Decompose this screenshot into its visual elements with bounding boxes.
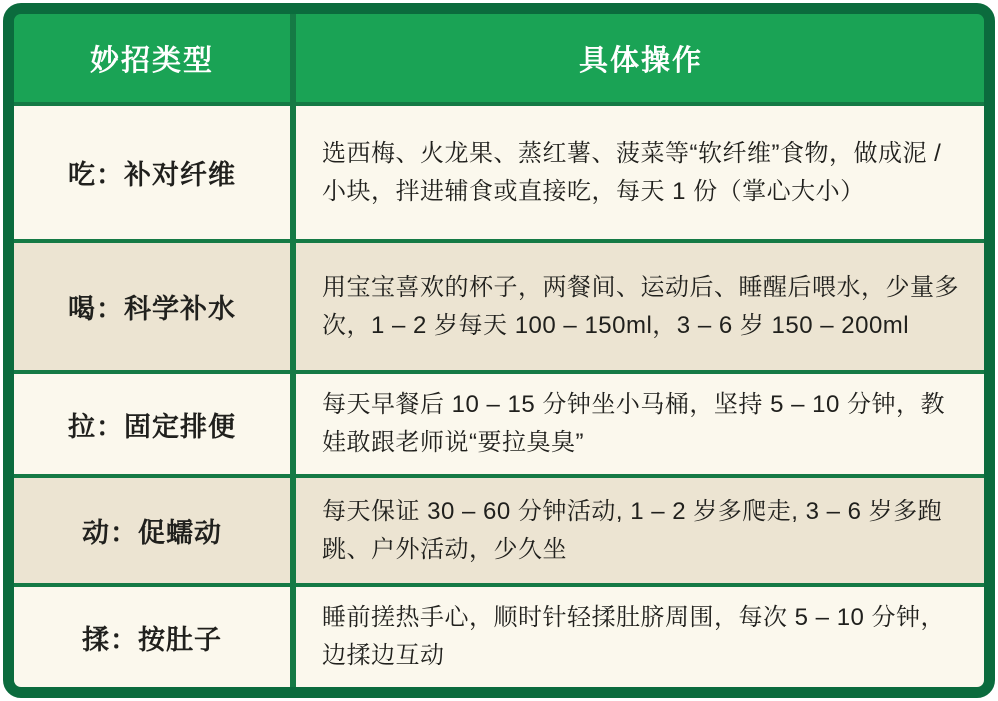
detail-cell-drink [296, 243, 984, 370]
detail-text: 睡前搓热手心，顺时针轻揉肚脐周围，每次 5 – 10 分钟，边揉边互动 [322, 604, 946, 669]
type-cell-eat [14, 106, 290, 239]
table-row [14, 587, 984, 687]
type-label: 拉：固定排便 [68, 411, 236, 442]
table-row [14, 243, 984, 370]
type-label: 吃：补对纤维 [68, 160, 236, 190]
header-label-detail: 具体操作 [578, 44, 703, 77]
type-cell-move [14, 478, 290, 583]
type-label: 揉：按肚子 [82, 624, 222, 655]
detail-text: 每天保证 30 – 60 分钟活动, 1 – 2 岁多爬走, 3 – 6 岁多跑跳、户外活动，少久坐 [322, 497, 943, 563]
type-cell-massage [14, 587, 290, 687]
header-cell-detail [296, 14, 984, 102]
type-label: 喝：科学补水 [68, 294, 236, 324]
type-label: 动：促蠕动 [82, 518, 222, 548]
detail-cell-move [296, 478, 984, 583]
detail-text: 每天早餐后 10 – 15 分钟坐小马桶，坚持 5 – 10 分钟，教娃敢跟老师说“要拉臭臭” [322, 391, 945, 456]
header-label-type: 妙招类型 [89, 44, 214, 77]
header-cell-type [14, 14, 290, 102]
detail-cell-eat [296, 106, 984, 239]
detail-text: 用宝宝喜欢的杯子，两餐间、运动后、睡醒后喂水，少量多次，1 – 2 岁每天 100 – 150ml，3 – 6 岁 150 – 200ml [322, 273, 959, 339]
table-row [14, 478, 984, 583]
detail-cell-poop [296, 374, 984, 474]
type-cell-poop [14, 374, 290, 474]
detail-text: 选西梅、火龙果、蒸红薯、菠菜等“软纤维”食物，做成泥 / 小块，拌进辅食或直接吃，每天 1 份（掌心大小） [322, 139, 942, 205]
detail-cell-massage [296, 587, 984, 687]
table-header-row [14, 14, 984, 102]
type-cell-drink [14, 243, 290, 370]
table-row [14, 374, 984, 474]
table-row [14, 106, 984, 239]
tips-table [3, 3, 995, 698]
